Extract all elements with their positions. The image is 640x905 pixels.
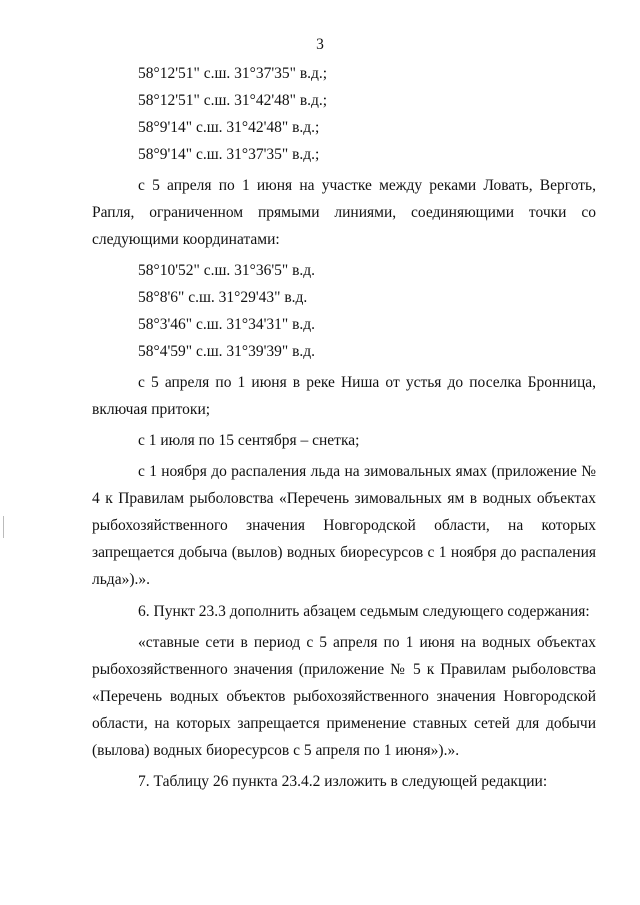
paragraph-wintering-pits: с 1 ноября до распаления льда на зимовальных ямах (приложение № 4 к Правилам рыболовства «Перечень зимовальных ям в водных объектах рыбохозяйственного значения Новгородской области, на которых запрещается добыча (вылов) водных биоресурсов с 1 ноября до распаления льда»).». [92, 463, 596, 588]
document-body [92, 60, 596, 795]
paragraph-lovat-area: с 5 апреля по 1 июня на участке между реками Ловать, Верготь, Рапля, ограниченном прямыми линиями, соединяющими точки со следующими координатами: [92, 177, 596, 248]
coordinate-line: 58°4'59" с.ш. 31°39'39" в.д. [138, 343, 316, 360]
paragraph-snetka: с 1 июля по 15 сентября – снетка; [138, 432, 360, 449]
item-6-heading: 6. Пункт 23.3 дополнить абзацем седьмым следующего содержания: [138, 603, 590, 620]
coordinate-line: 58°3'46" с.ш. 31°34'31" в.д. [138, 316, 316, 333]
coordinate-line: 58°12'51" с.ш. 31°42'48" в.д.; [138, 92, 328, 109]
coordinate-line: 58°8'6" с.ш. 31°29'43" в.д. [138, 289, 308, 306]
item-7-heading: 7. Таблицу 26 пункта 23.4.2 изложить в следующей редакции: [138, 773, 548, 790]
coordinate-line: 58°10'52" с.ш. 31°36'5" в.д. [138, 262, 316, 279]
coordinate-line: 58°9'14" с.ш. 31°37'35" в.д.; [138, 146, 320, 163]
paragraph-nisha-river: с 5 апреля по 1 июня в реке Ниша от устья до поселка Бронница, включая притоки; [92, 374, 596, 418]
scan-edge-mark [3, 516, 4, 538]
coordinate-line: 58°9'14" с.ш. 31°42'48" в.д.; [138, 119, 320, 136]
paragraph-set-nets: «ставные сети в период с 5 апреля по 1 июня на водных объектах рыбохозяйственного значения (приложение № 5 к Правилам рыболовства «Перечень водных объектов рыбохозяйственного значения Новгородской области, на которых запрещается применение ставных сетей для добычи (вылова) водных биоресурсов с 5 апреля по 1 июня»).». [92, 634, 596, 759]
page-number: 3 [316, 36, 324, 53]
coordinate-line: 58°12'51" с.ш. 31°37'35" в.д.; [138, 65, 328, 82]
